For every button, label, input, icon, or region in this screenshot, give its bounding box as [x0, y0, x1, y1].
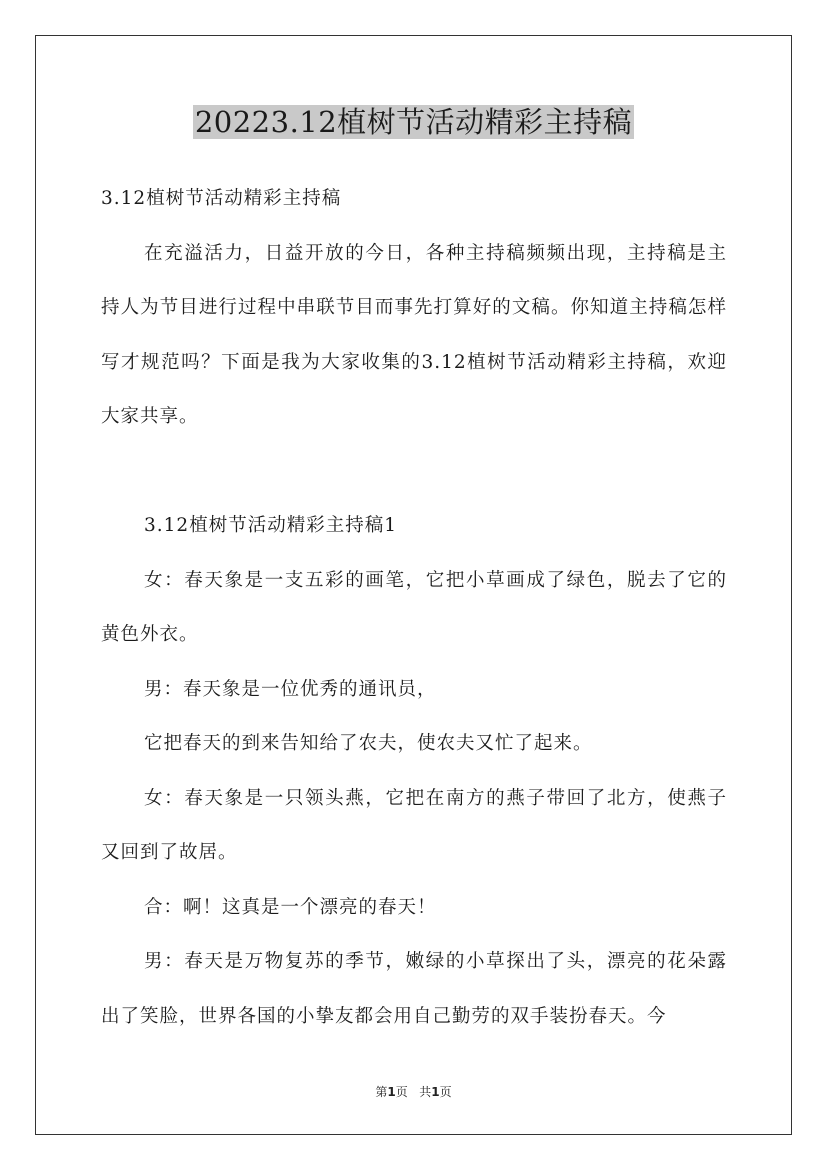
footer-total-prefix: 共	[419, 1085, 432, 1099]
footer-page-number: 1	[387, 1085, 396, 1099]
footer-page-suffix: 页	[395, 1085, 408, 1099]
intro-paragraph: 在充溢活力，日益开放的今日，各种主持稿频频出现，主持稿是主持人为节目进行过程中串联节目而事先打算好的文稿。你知道主持稿怎样写才规范吗？下面是我为大家收集的3.12植树节活动精彩主持稿，欢迎大家共享。	[101, 242, 727, 427]
footer-page-prefix: 第	[375, 1085, 388, 1099]
dialogue-line: 合：啊！这真是一个漂亮的春天！	[144, 896, 437, 918]
dialogue-line: 男：春天是万物复苏的季节，嫩绿的小草探出了头，漂亮的花朵露出了笑脸，世界各国的小挚友都会用自己勤劳的双手装扮春天。今	[101, 951, 727, 1027]
subsection-heading: 3.12植树节活动精彩主持稿1	[144, 515, 397, 536]
document-title	[0, 100, 827, 144]
blank-line	[101, 445, 727, 500]
document-title-text: 20223.12植树节活动精彩主持稿	[194, 105, 633, 139]
dialogue-line: 女：春天象是一支五彩的画笔，它把小草画成了绿色，脱去了它的黄色外衣。	[101, 569, 727, 645]
footer-total-number: 1	[431, 1085, 440, 1099]
dialogue-line: 女：春天象是一只领头燕，它把在南方的燕子带回了北方，使燕子又回到了故居。	[101, 787, 727, 863]
document-body	[101, 172, 727, 1044]
page-footer	[0, 1083, 827, 1100]
section-heading: 3.12植树节活动精彩主持稿	[101, 188, 342, 209]
dialogue-line: 它把春天的到来告知给了农夫，使农夫又忙了起来。	[144, 733, 593, 754]
dialogue-line: 男：春天象是一位优秀的通讯员，	[144, 678, 437, 700]
footer-total-suffix: 页	[439, 1085, 452, 1099]
